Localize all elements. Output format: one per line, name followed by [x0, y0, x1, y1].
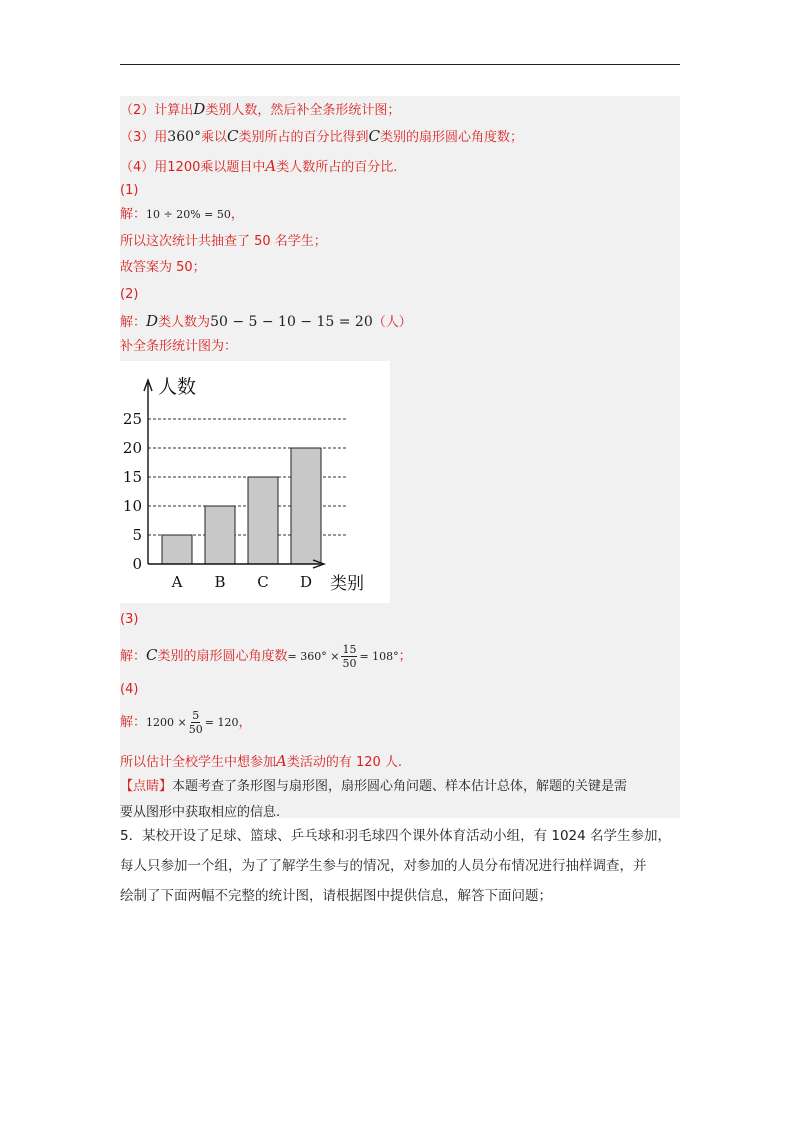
- bar-b: [205, 506, 235, 564]
- bar-c: [248, 477, 278, 564]
- problem-5-line-3: 绘制了下面两幅不完整的统计图，请根据图中提供信息，解答下面问题；: [120, 888, 552, 904]
- part-2-chart-caption: 补全条形统计图为：: [120, 339, 238, 354]
- x-tick-label: B: [214, 573, 226, 591]
- var-d: D: [193, 100, 206, 118]
- bar-chart: [120, 361, 390, 603]
- part-4-answer: 解：1200 × $\frac{5}{50}$ = 120，: [120, 709, 252, 736]
- part-1-answer: 解：10 ÷ 20% = 50，: [120, 207, 244, 222]
- part-3-label: (3): [120, 612, 139, 627]
- bar-a: [162, 535, 192, 564]
- step-2: （2）计算出D类别人数，然后补全条形统计图；: [120, 100, 401, 118]
- part-1-final: 故答案为 50；: [120, 260, 206, 275]
- x-axis-title: 类别: [330, 574, 364, 594]
- problem-5-line-1: 5．某校开设了足球、篮球、乒乓球和羽毛球四个课外体育活动小组，有 1024 名学生参加，: [120, 828, 672, 844]
- part-1-conclusion: 所以这次统计共抽查了 50 名学生；: [120, 234, 327, 249]
- y-tick-label: 25: [122, 410, 142, 428]
- y-axis-title: 人数: [158, 376, 197, 398]
- bar-chart-svg: [120, 361, 390, 603]
- problem-5-line-2: 每人只参加一个组，为了了解学生参与的情况，对参加的人员分布情况进行抽样调查，并: [120, 858, 647, 874]
- y-tick-label: 20: [122, 439, 142, 457]
- x-tick-label: C: [257, 573, 269, 591]
- part-3-answer: 解：C类别的扇形圆心角度数= 360° × $\frac{15}{50}$ = 108°；: [120, 643, 412, 670]
- y-tick-label: 15: [122, 468, 142, 486]
- comment-bracket: 【点睛】: [120, 779, 173, 794]
- step-3: （3）用360°乘以C类别所占的百分比得到C类别的扇形圆心角度数；: [120, 127, 524, 145]
- x-tick-label: D: [299, 573, 313, 591]
- part-2-label: (2): [120, 287, 139, 302]
- part-4-label: (4): [120, 682, 139, 697]
- comment-line-1: 【点睛】本题考查了条形图与扇形图，扇形圆心角问题、样本估计总体，解题的关键是需: [120, 779, 628, 794]
- y-tick-label: 10: [122, 497, 142, 515]
- part-1-label: (1): [120, 183, 139, 198]
- x-tick-label: A: [171, 573, 183, 591]
- y-tick-label: 5: [132, 526, 142, 544]
- comment-line-2: 要从图形中获取相应的信息.: [120, 805, 281, 820]
- fraction-5-50: $\frac{5}{50}$: [188, 709, 203, 736]
- y-tick-label: 0: [132, 555, 142, 573]
- fraction-15-50: $\frac{15}{50}$: [342, 643, 357, 670]
- part-2-answer: 解：D类人数为50 − 5 − 10 − 15 = 20（人）: [120, 312, 412, 330]
- part-4-conclusion: 所以估计全校学生中想参加A类活动的有 120 人.: [120, 752, 403, 770]
- header-rule: [120, 64, 680, 65]
- bar-d: [291, 448, 321, 564]
- step-4: （4）用1200乘以题目中A类人数所占的百分比.: [120, 157, 398, 175]
